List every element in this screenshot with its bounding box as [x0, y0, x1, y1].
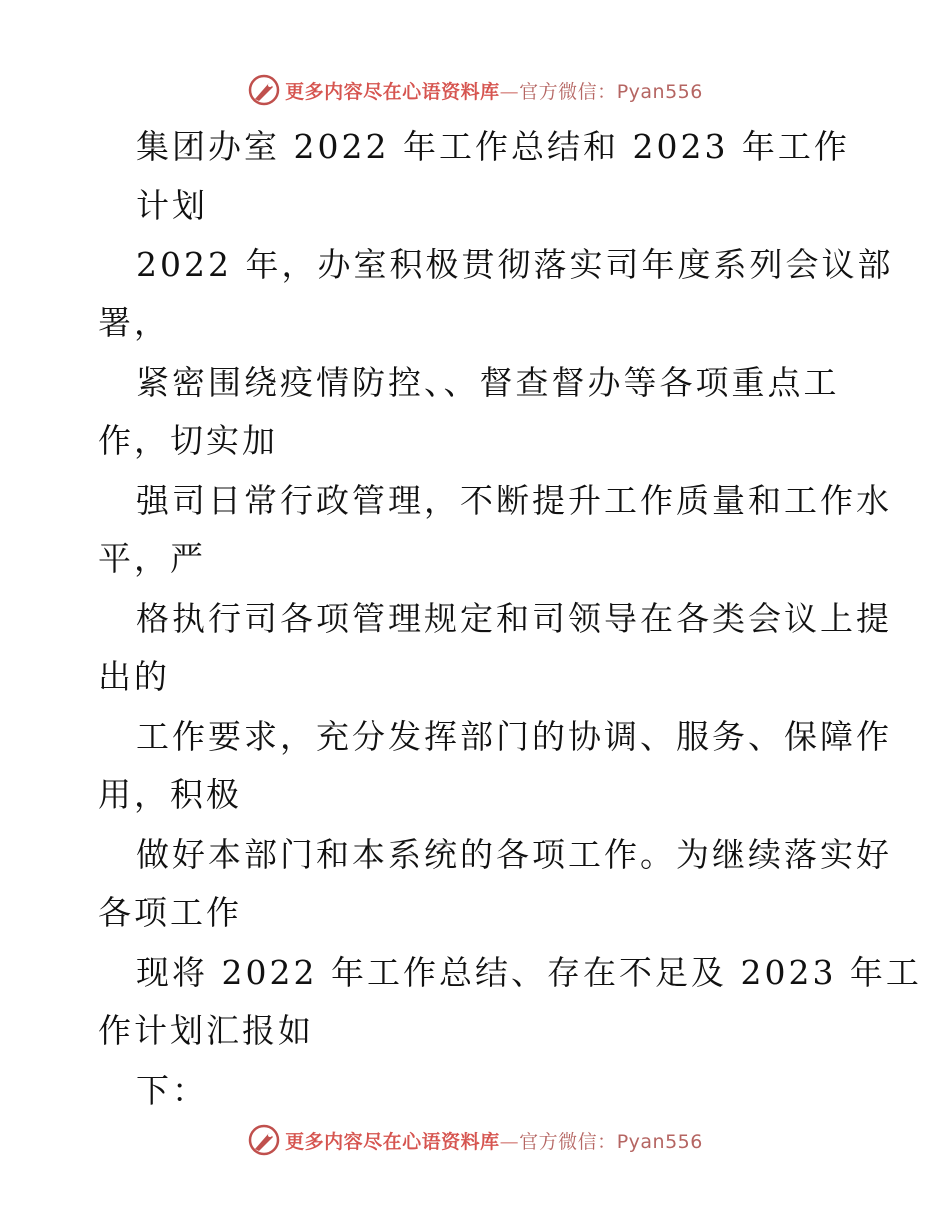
watermark-text: 更多内容尽在心语资料库—官方微信：Pyan556	[285, 1130, 703, 1153]
header-watermark-banner	[0, 70, 950, 110]
paragraph-line: 强司日常行政管理，不断提升工作质量和工作水	[136, 481, 892, 520]
pen-nib-seal-icon	[247, 1123, 281, 1157]
pen-nib-seal-icon	[247, 73, 281, 107]
doc-title-line-2: 计划	[136, 186, 208, 225]
paragraph-line: 格执行司各项管理规定和司领导在各类会议上提	[136, 599, 892, 638]
paragraph-line: 下：	[136, 1071, 208, 1110]
paragraph-line: 出的	[98, 657, 170, 696]
paragraph-line: 作计划汇报如	[98, 1011, 314, 1050]
watermark-text: 更多内容尽在心语资料库—官方微信：Pyan556	[285, 80, 703, 103]
doc-title-line-1: 集团办室 2022 年工作总结和 2023 年工作	[136, 127, 850, 166]
paragraph-line: 2022 年，办室积极贯彻落实司年度系列会议部	[136, 245, 894, 284]
paragraph-line: 各项工作	[98, 893, 242, 932]
footer-watermark-banner	[0, 1120, 950, 1160]
paragraph-line: 用，积极	[98, 775, 242, 814]
paragraph-line: 工作要求，充分发挥部门的协调、服务、保障作	[136, 717, 892, 756]
paragraph-line: 做好本部门和本系统的各项工作。为继续落实好	[136, 835, 892, 874]
paragraph-line: 署，	[98, 303, 170, 342]
paragraph-line: 现将 2022 年工作总结、存在不足及 2023 年工	[136, 953, 922, 992]
paragraph-line: 紧密围绕疫情防控、、督查督办等各项重点工	[136, 363, 840, 402]
paragraph-line: 作，切实加	[98, 421, 278, 460]
paragraph-line: 平，严	[98, 539, 206, 578]
